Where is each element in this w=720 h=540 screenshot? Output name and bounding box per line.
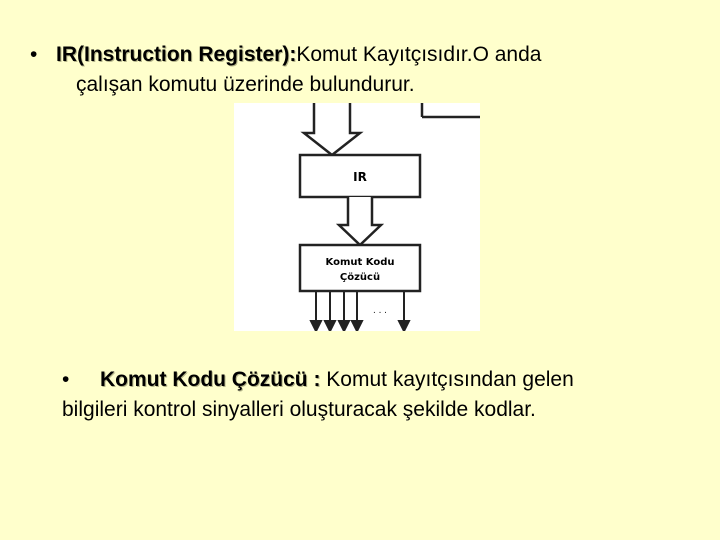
output-ellipsis: . . . [373, 305, 387, 316]
decoder-description-line2: bilgileri kontrol sinyalleri oluşturacak şekilde kodlar. [62, 398, 536, 421]
output-arrowhead-2 [325, 321, 335, 331]
bullet-marker: • [30, 43, 38, 66]
ir-box-label: IR [353, 170, 367, 184]
ir-description-line2: çalışan komutu üzerinde bulundurur. [76, 73, 415, 96]
bullet-decoder [62, 365, 702, 425]
output-arrowhead-5 [399, 321, 409, 331]
input-arrow-icon [304, 103, 360, 155]
decoder-description-line1: Komut kayıtçısından gelen [320, 368, 574, 391]
ir-decoder-diagram [234, 103, 480, 331]
output-arrowhead-1 [311, 321, 321, 331]
decoder-label-line2: Çözücü [339, 272, 381, 283]
output-arrowhead-4 [352, 321, 362, 331]
bullet-marker: • [62, 368, 70, 391]
bullet-ir [30, 40, 690, 100]
ir-description-line1: Komut Kayıtçısıdır.O anda [296, 43, 542, 66]
decoder-label-line1: Komut Kodu [325, 257, 395, 268]
decoder-output-arrows [311, 291, 409, 331]
decoder-box [300, 245, 420, 291]
diagram-svg [234, 103, 480, 331]
decoder-term: Komut Kodu Çözücü : [100, 368, 321, 391]
output-arrowhead-3 [339, 321, 349, 331]
ir-to-decoder-arrow-icon [339, 197, 381, 245]
ir-term: IR(Instruction Register): [56, 43, 297, 66]
